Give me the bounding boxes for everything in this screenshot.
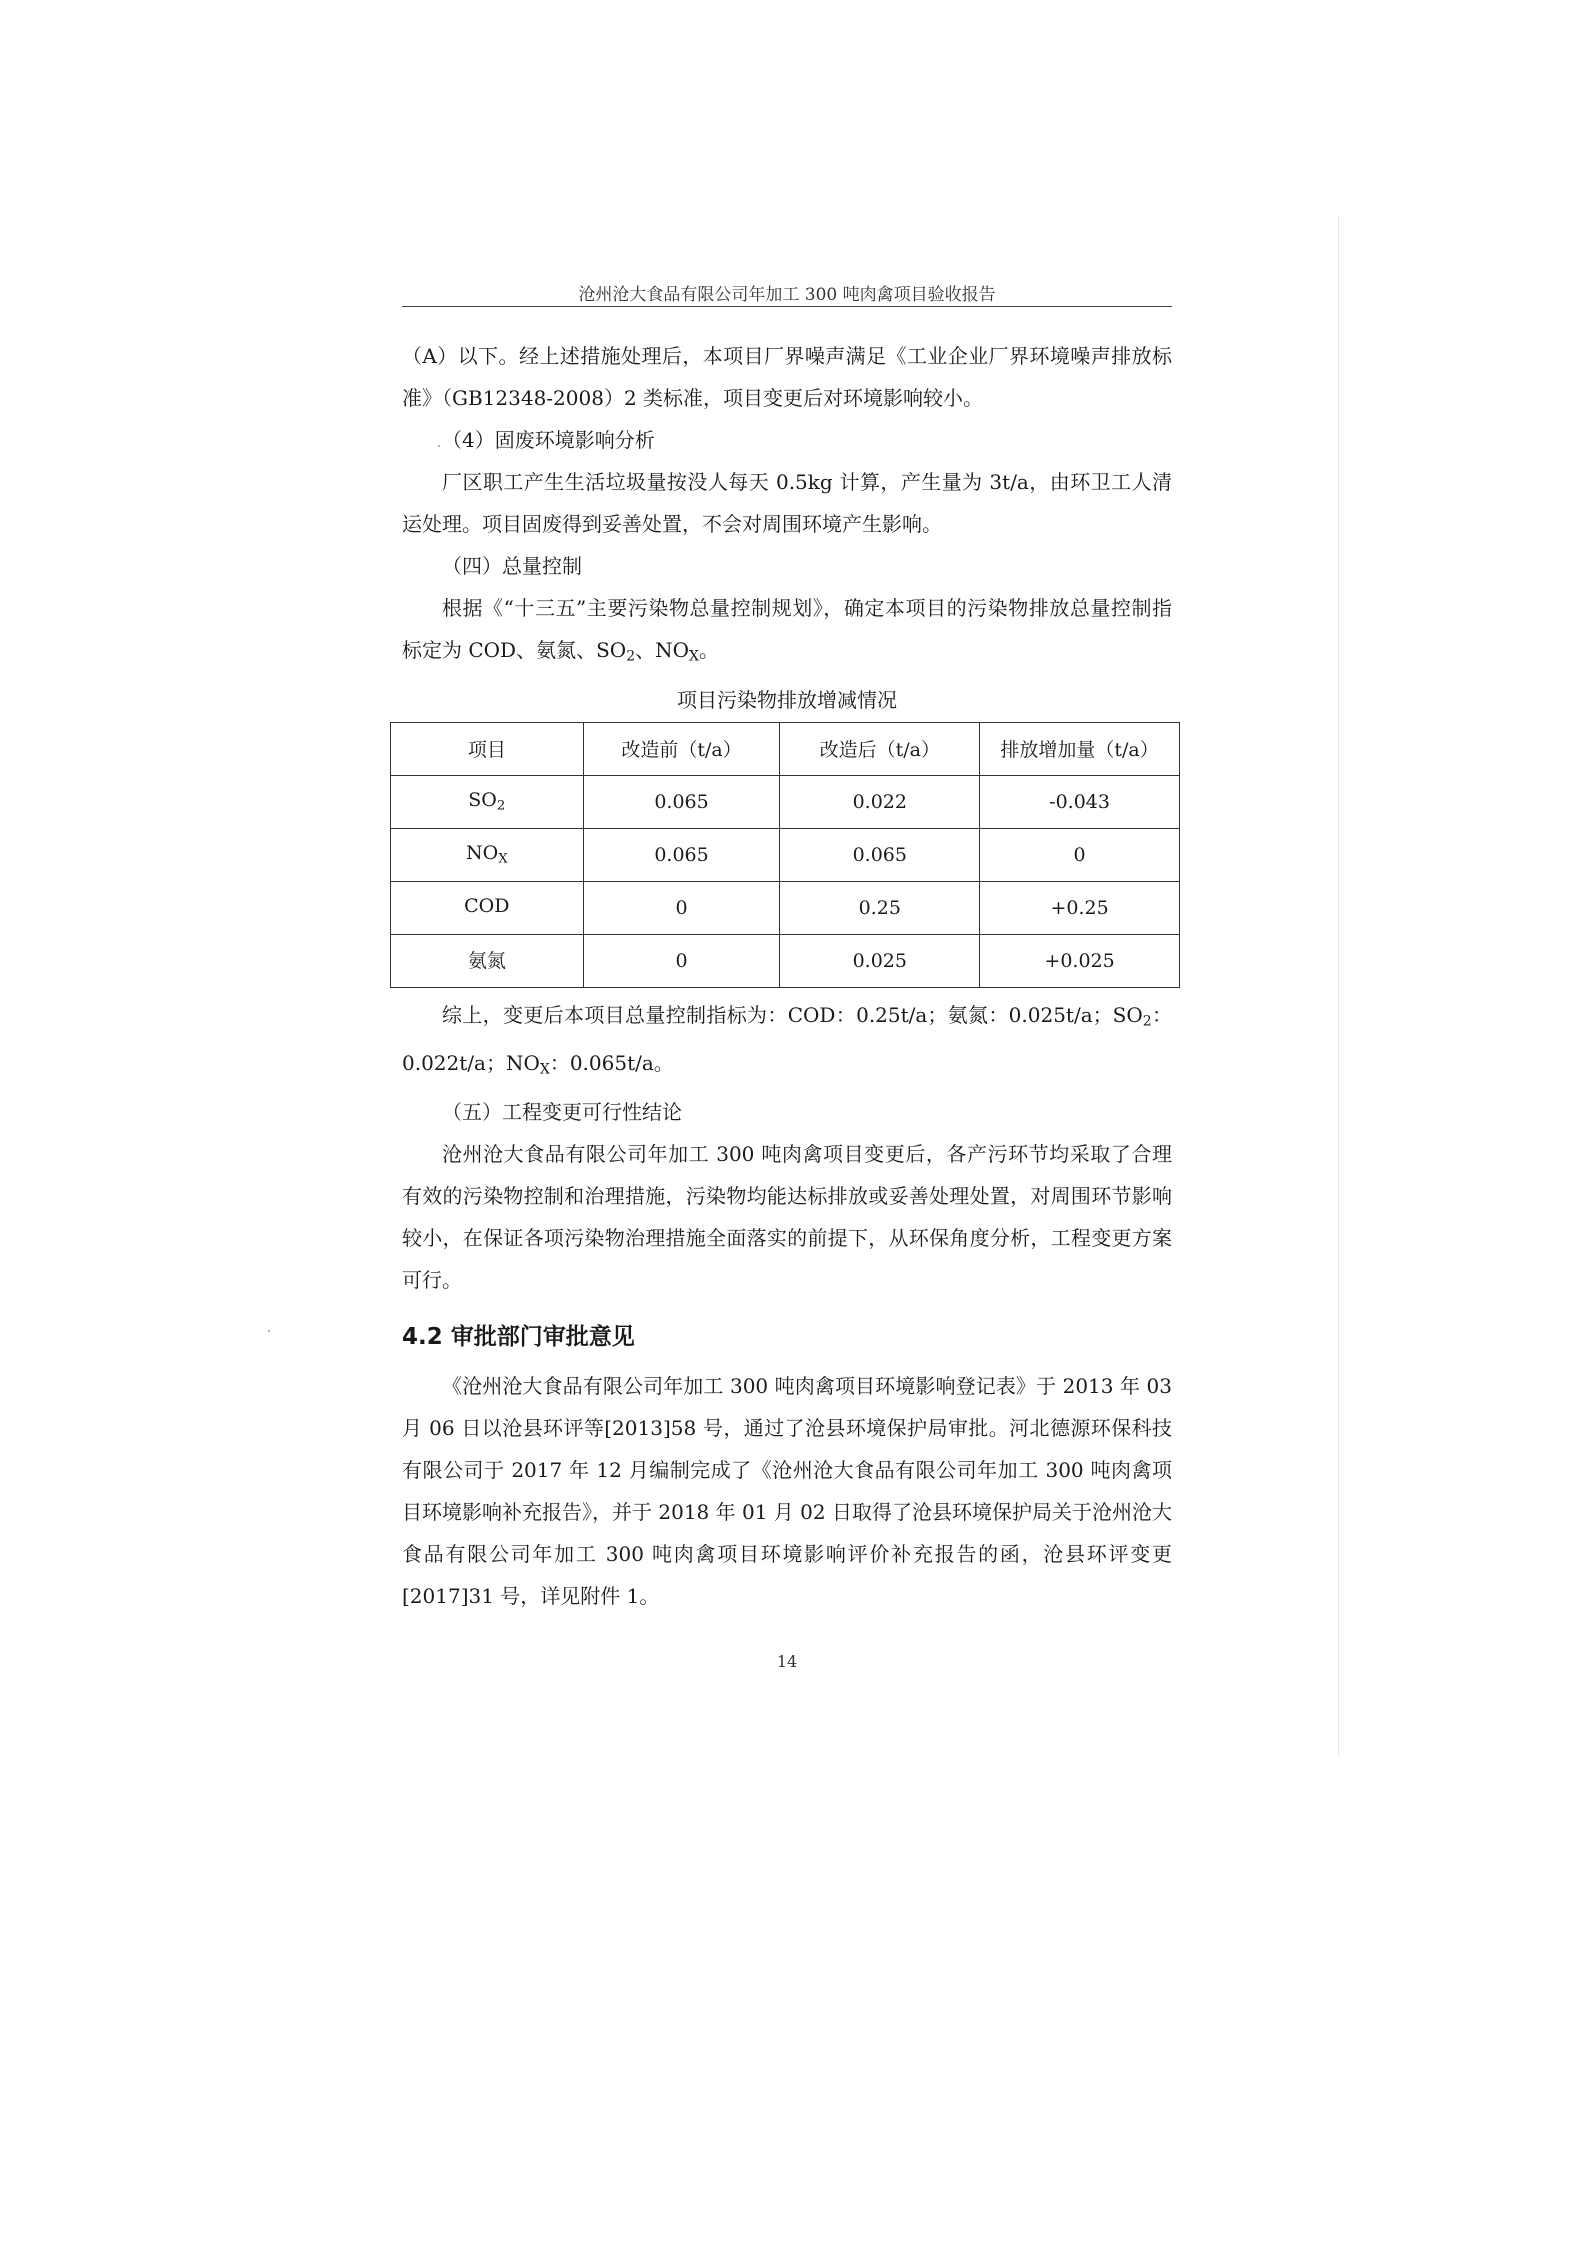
section-heading-4-2: 4.2 审批部门审批意见 [402, 1323, 635, 1350]
table-cell-after: 0.022 [780, 775, 980, 828]
table-cell-before: 0.065 [583, 775, 780, 828]
heading-total-control: （四）总量控制 [442, 554, 582, 578]
table-row [391, 881, 1180, 934]
table-row [391, 934, 1180, 987]
table-cell-delta: 0 [980, 828, 1180, 881]
table-header-cell: 排放增加量（t/a） [980, 722, 1180, 775]
table-header-cell: 改造后（t/a） [780, 722, 980, 775]
table-cell-item: $SO_2$ [391, 775, 584, 828]
header-rule [402, 306, 1172, 307]
paragraph-summary: 综上，变更后本项目总量控制指标为：COD：0.25t/a；氨氮：0.025t/a；$SO_2$：0.022t/a；$NO_X$：0.065t/a。 [402, 1002, 1172, 1078]
table-cell-item: COD [391, 881, 584, 934]
table-cell-before: 0 [583, 881, 780, 934]
paragraph-solid-waste: 厂区职工产生生活垃圾量按没人每天 0.5kg 计算，产生量为 3t/a，由环卫工人清运处理。项目固废得到妥善处置，不会对周围环境产生影响。 [402, 470, 1172, 536]
table-cell-before: 0 [583, 934, 780, 987]
heading-conclusion: （五）工程变更可行性结论 [442, 1099, 682, 1124]
table-header-cell: 改造前（t/a） [583, 722, 780, 775]
running-header: 沧州沧大食品有限公司年加工 300 吨肉禽项目验收报告 [578, 285, 996, 305]
pollutant-table [390, 722, 1180, 988]
table-cell-after: 0.025 [780, 934, 980, 987]
table-header-cell: 项目 [391, 722, 584, 775]
paragraph-noise-conclusion: （A）以下。经上述措施处理后，本项目厂界噪声满足《工业企业厂界环境噪声排放标准》（GB12348-2008）2 类标准，项目变更后对环境影响较小。 [402, 344, 1172, 410]
table-caption: 项目污染物排放增减情况 [677, 687, 897, 712]
page-edge-line [1338, 215, 1339, 1755]
heading-solid-waste: （4）固废环境影响分析 [442, 428, 655, 452]
page-number: 14 [776, 1652, 798, 1671]
paragraph-approval: 《沧州沧大食品有限公司年加工 300 吨肉禽项目环境影响登记表》于 2013 年 03 月 06 日以沧县环评等[2013]58 号，通过了沧县环境保护局审批。河北德源环保科技有限公司于 2017 年 12 月编制完成了《沧州沧大食品有限公司年加工 300 吨肉禽项目环境影响补充报告》，并于 2018 年 01 月 02 日取得了沧县环境保护局关于沧州沧大食品有限公司年加工 300 吨肉禽项目环境影响评价补充报告的函，沧县环评变更[2017]31 号，详见附件 1。 [402, 1373, 1172, 1608]
table-cell-delta: +0.025 [980, 934, 1180, 987]
table-header-row [391, 722, 1180, 775]
table-cell-item: $NO_X$ [391, 828, 584, 881]
table-cell-after: 0.25 [780, 881, 980, 934]
paragraph-total-control: 根据《“十三五”主要污染物总量控制规划》，确定本项目的污染物排放总量控制指标定为 COD、氨氮、$SO_2$、$NO_X$。 [402, 596, 1172, 665]
table-cell-delta: +0.25 [980, 881, 1180, 934]
page-content [402, 335, 1172, 1617]
paragraph-conclusion: 沧州沧大食品有限公司年加工 300 吨肉禽项目变更后，各产污环节均采取了合理有效的污染物控制和治理措施，污染物均能达标排放或妥善处理处置，对周围环节影响较小，在保证各项污染物治理措施全面落实的前提下，从环保角度分析，工程变更方案可行。 [402, 1141, 1172, 1292]
table-cell-item: 氨氮 [391, 934, 584, 987]
table-cell-after: 0.065 [780, 828, 980, 881]
table-row [391, 828, 1180, 881]
scan-speck [268, 1330, 270, 1332]
table-cell-before: 0.065 [583, 828, 780, 881]
table-row [391, 775, 1180, 828]
table-cell-delta: -0.043 [980, 775, 1180, 828]
